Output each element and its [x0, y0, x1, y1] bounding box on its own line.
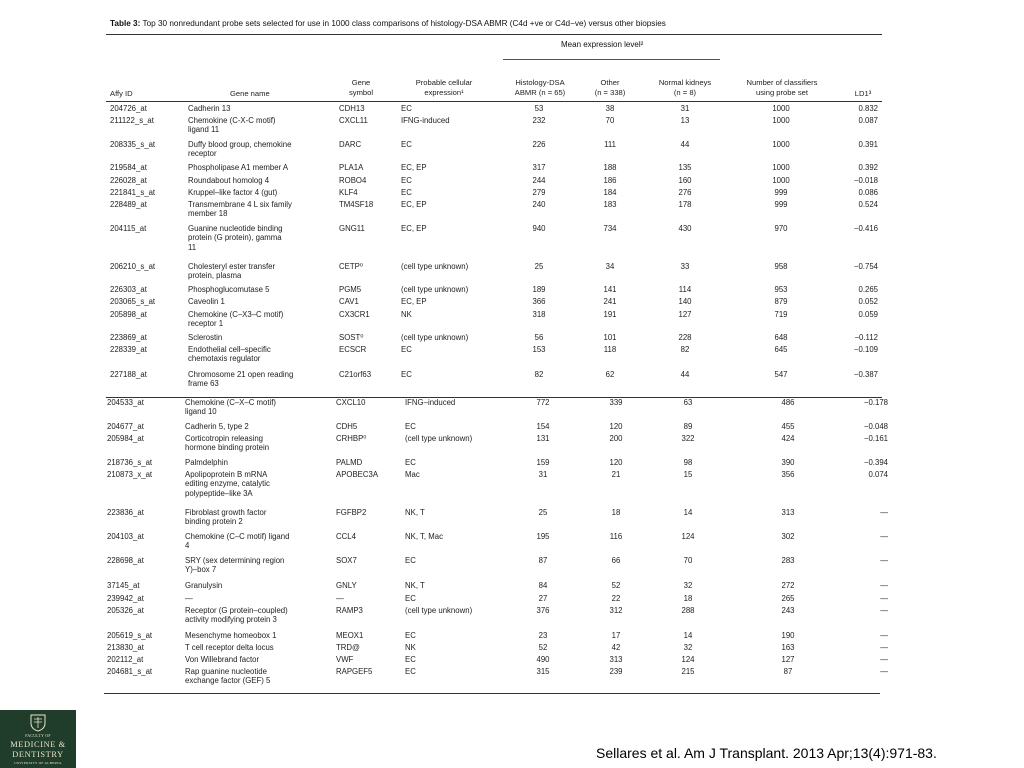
classifiers-value-cell: 455 — [781, 422, 795, 431]
gene-name-cell: Cadherin 5, type 2 — [185, 422, 249, 431]
cell-expression-cell: NK, T, Mac — [405, 532, 443, 541]
histology-value-cell: 315 — [536, 667, 550, 676]
ld1-value-cell: — — [880, 508, 888, 517]
other-value-cell: 184 — [603, 188, 617, 197]
gene-symbol-cell: CAV1 — [339, 297, 359, 306]
gene-symbol-cell: RAMP3 — [336, 606, 363, 615]
other-value-cell: 111 — [604, 140, 616, 149]
classifiers-value-cell: 190 — [781, 631, 795, 640]
affy-id-cell: 227188_at — [110, 370, 147, 379]
cell-expression-cell: EC — [401, 370, 412, 379]
cell-expression-cell: (cell type unknown) — [401, 285, 469, 294]
classifiers-value-cell: 356 — [781, 470, 795, 479]
gene-symbol-cell: VWF — [336, 655, 354, 664]
gene-symbol-cell: C21orf63 — [339, 370, 372, 379]
other-value-cell: 101 — [603, 333, 617, 342]
classifiers-value-cell: 999 — [774, 188, 788, 197]
affy-id-cell: 226028_at — [110, 176, 147, 185]
other-value-cell: 22 — [611, 594, 621, 603]
col-gene-symbol: Gene symbol — [348, 78, 374, 97]
ld1-value-cell: — — [880, 655, 888, 664]
gene-name-cell: Sclerostin — [188, 333, 223, 342]
other-value-cell: 116 — [609, 532, 623, 541]
ld1-value-cell: 0.059 — [858, 310, 878, 319]
cell-expression-cell: EC, EP — [401, 297, 427, 306]
cell-expression-cell: IFNG–induced — [405, 398, 456, 407]
classifiers-value-cell: 272 — [781, 581, 795, 590]
ld1-value-cell: — — [880, 556, 888, 565]
cell-expression-cell: EC — [405, 655, 416, 664]
gene-name-cell: Phospholipase A1 member A — [188, 163, 289, 172]
classifiers-value-cell: 953 — [774, 285, 788, 294]
citation: Sellares et al. Am J Transplant. 2013 Apr;13(4):971-83. — [596, 745, 937, 761]
ld1-value-cell: — — [880, 532, 888, 541]
histology-value-cell: 52 — [538, 643, 548, 652]
histology-value-cell: 189 — [532, 285, 546, 294]
affy-id-cell: 208335_s_at — [110, 140, 156, 149]
ld1-value-cell: 0.074 — [868, 470, 888, 479]
logo-line-medicine: MEDICINE & — [10, 740, 66, 749]
affy-id-cell: 219584_at — [110, 163, 147, 172]
classifiers-value-cell: 970 — [774, 224, 788, 233]
cell-expression-cell: EC — [401, 188, 412, 197]
ld1-value-cell: −0.394 — [863, 458, 888, 467]
histology-value-cell: 366 — [532, 297, 546, 306]
normal-value-cell: 215 — [681, 667, 695, 676]
col-cell-expression: Probable cellular expression¹ — [415, 78, 473, 97]
gene-name-cell: Chemokine (C-X-C motif) ligand 11 — [188, 116, 276, 135]
gene-name-cell: Guanine nucleotide binding protein (G protein), gamma 11 — [188, 224, 283, 252]
gene-name-cell: Cadherin 13 — [188, 104, 231, 113]
cell-expression-cell: EC — [405, 594, 416, 603]
ld1-value-cell: −0.018 — [853, 176, 878, 185]
ld1-value-cell: 0.392 — [858, 163, 878, 172]
classifiers-value-cell: 163 — [781, 643, 795, 652]
col-normal-kidneys: Normal kidneys (n = 8) — [658, 78, 712, 97]
ld1-value-cell: 0.265 — [858, 285, 878, 294]
other-value-cell: 183 — [603, 200, 617, 209]
gene-symbol-cell: SOX7 — [336, 556, 357, 565]
normal-value-cell: 32 — [683, 581, 693, 590]
affy-id-cell: 239942_at — [107, 594, 144, 603]
classifiers-value-cell: 424 — [781, 434, 795, 443]
gene-symbol-cell: RAPGEF5 — [336, 667, 373, 676]
histology-value-cell: 195 — [536, 532, 550, 541]
normal-value-cell: 140 — [678, 297, 692, 306]
histology-value-cell: 31 — [538, 470, 548, 479]
gene-symbol-cell: ECSCR — [339, 345, 367, 354]
gene-symbol-cell: CXCL10 — [336, 398, 366, 407]
gene-symbol-cell: TM4SF18 — [339, 200, 374, 209]
other-value-cell: 62 — [605, 370, 615, 379]
histology-value-cell: 25 — [534, 262, 544, 271]
histology-value-cell: 82 — [534, 370, 544, 379]
other-value-cell: 38 — [605, 104, 615, 113]
normal-value-cell: 127 — [678, 310, 692, 319]
classifiers-value-cell: 1000 — [772, 176, 790, 185]
classifiers-value-cell: 719 — [774, 310, 788, 319]
gene-symbol-cell: CCL4 — [336, 532, 356, 541]
histology-value-cell: 318 — [532, 310, 546, 319]
classifiers-value-cell: 879 — [774, 297, 788, 306]
gene-name-cell: Corticotropin releasing hormone binding protein — [185, 434, 270, 453]
normal-value-cell: 98 — [683, 458, 693, 467]
affy-id-cell: 205619_s_at — [107, 631, 153, 640]
histology-value-cell: 23 — [538, 631, 548, 640]
gene-name-cell: Rap guanine nucleotide exchange factor (GEF) 5 — [185, 667, 271, 686]
cell-expression-cell: NK — [401, 310, 412, 319]
histology-value-cell: 317 — [532, 163, 546, 172]
other-value-cell: 70 — [605, 116, 615, 125]
ld1-value-cell: 0.832 — [858, 104, 878, 113]
other-value-cell: 191 — [603, 310, 617, 319]
crest-icon — [30, 714, 46, 732]
gene-name-cell: Granulysin — [185, 581, 223, 590]
cell-expression-cell: EC, EP — [401, 200, 427, 209]
ld1-value-cell: −0.161 — [863, 434, 888, 443]
affy-id-cell: 223869_at — [110, 333, 147, 342]
faculty-logo — [0, 710, 76, 768]
affy-id-cell: 204677_at — [107, 422, 144, 431]
gene-symbol-cell: CDH5 — [336, 422, 358, 431]
other-value-cell: 18 — [611, 508, 621, 517]
affy-id-cell: 204726_at — [110, 104, 147, 113]
affy-id-cell: 205326_at — [107, 606, 144, 615]
gene-name-cell: Transmembrane 4 L six family member 18 — [188, 200, 292, 219]
other-value-cell: 239 — [609, 667, 623, 676]
histology-value-cell: 56 — [534, 333, 544, 342]
ld1-value-cell: −0.387 — [853, 370, 878, 379]
other-value-cell: 120 — [609, 458, 623, 467]
classifiers-value-cell: 87 — [783, 667, 793, 676]
other-value-cell: 241 — [603, 297, 617, 306]
normal-value-cell: 15 — [683, 470, 693, 479]
other-value-cell: 200 — [609, 434, 623, 443]
cell-expression-cell: EC — [405, 631, 416, 640]
gene-name-cell: Endothelial cell–specific chemotaxis regulator — [188, 345, 271, 364]
affy-id-cell: 204533_at — [107, 398, 144, 407]
gene-symbol-cell: DARC — [339, 140, 362, 149]
gene-symbol-cell: CETP⁰ — [339, 262, 363, 271]
affy-id-cell: 210873_x_at — [107, 470, 153, 479]
other-value-cell: 118 — [603, 345, 617, 354]
gene-name-cell: SRY (sex determining region Y)–box 7 — [185, 556, 285, 575]
normal-value-cell: 135 — [678, 163, 692, 172]
ld1-value-cell: −0.109 — [853, 345, 878, 354]
cell-expression-cell: EC — [401, 104, 412, 113]
classifiers-value-cell: 243 — [781, 606, 795, 615]
ld1-value-cell: 0.087 — [858, 116, 878, 125]
logo-faculty-of: FACULTY OF — [25, 734, 51, 738]
normal-value-cell: 13 — [680, 116, 690, 125]
classifiers-value-cell: 313 — [781, 508, 795, 517]
gene-name-cell: Caveolin 1 — [188, 297, 225, 306]
affy-id-cell: 205898_at — [110, 310, 147, 319]
histology-value-cell: 84 — [538, 581, 548, 590]
logo-university: UNIVERSITY OF ALBERTA — [14, 761, 62, 765]
affy-id-cell: 204115_at — [110, 224, 147, 233]
ld1-value-cell: −0.416 — [853, 224, 878, 233]
gene-name-cell: Von Willebrand factor — [185, 655, 260, 664]
cell-expression-cell: NK, T — [405, 508, 425, 517]
other-value-cell: 313 — [609, 655, 623, 664]
classifiers-value-cell: 1000 — [772, 163, 790, 172]
normal-value-cell: 430 — [678, 224, 692, 233]
histology-value-cell: 153 — [532, 345, 546, 354]
col-affy-id: Affy ID — [110, 89, 133, 98]
cell-expression-cell: NK — [405, 643, 416, 652]
classifiers-value-cell: 1000 — [772, 140, 790, 149]
histology-value-cell: 244 — [532, 176, 546, 185]
ld1-value-cell: 0.524 — [858, 200, 878, 209]
affy-id-cell: 202112_at — [107, 655, 144, 664]
histology-value-cell: 154 — [536, 422, 550, 431]
cell-expression-cell: EC — [405, 556, 416, 565]
table-caption — [110, 19, 910, 28]
col-num-classifiers: Number of classifiers using probe set — [746, 78, 818, 97]
other-value-cell: 17 — [611, 631, 621, 640]
classifiers-value-cell: 265 — [781, 594, 795, 603]
gene-symbol-cell: CXCL11 — [339, 116, 368, 125]
col-ld1: LD1³ — [854, 89, 872, 98]
gene-name-cell: Palmdelphin — [185, 458, 228, 467]
cell-expression-cell: EC, EP — [401, 224, 427, 233]
affy-id-cell: 37145_at — [107, 581, 140, 590]
normal-value-cell: 44 — [680, 140, 690, 149]
classifiers-value-cell: 283 — [781, 556, 795, 565]
affy-id-cell: 205984_at — [107, 434, 144, 443]
header-bottom-rule — [106, 101, 882, 102]
affy-id-cell: 211122_s_at — [110, 116, 154, 125]
normal-value-cell: 31 — [680, 104, 690, 113]
gene-symbol-cell: PALMD — [336, 458, 363, 467]
gene-name-cell: Duffy blood group, chemokine receptor — [188, 140, 292, 159]
gene-symbol-cell: CDH13 — [339, 104, 365, 113]
affy-id-cell: 223836_at — [107, 508, 144, 517]
ld1-value-cell: 0.086 — [858, 188, 878, 197]
gene-symbol-cell: GNG11 — [339, 224, 365, 233]
other-value-cell: 34 — [605, 262, 615, 271]
normal-value-cell: 32 — [683, 643, 693, 652]
normal-value-cell: 82 — [680, 345, 690, 354]
table-top-rule — [106, 34, 882, 35]
ld1-value-cell: −0.754 — [853, 262, 878, 271]
gene-name-cell: Apolipoprotein B mRNA editing enzyme, catalytic polypeptide–like 3A — [185, 470, 270, 498]
gene-symbol-cell: APOBEC3A — [336, 470, 379, 479]
classifiers-value-cell: 547 — [774, 370, 788, 379]
ld1-value-cell: — — [880, 631, 888, 640]
normal-value-cell: 124 — [681, 532, 695, 541]
gene-symbol-cell: TRD@ — [336, 643, 360, 652]
other-value-cell: 186 — [603, 176, 617, 185]
histology-value-cell: 240 — [532, 200, 546, 209]
affy-id-cell: 204681_s_at — [107, 667, 153, 676]
other-value-cell: 312 — [609, 606, 623, 615]
ld1-value-cell: 0.391 — [858, 140, 878, 149]
affy-id-cell: 226303_at — [110, 285, 147, 294]
affy-id-cell: 228489_at — [110, 200, 147, 209]
normal-value-cell: 70 — [683, 556, 693, 565]
cell-expression-cell: EC — [401, 345, 412, 354]
col-other: Other (n = 338) — [594, 78, 626, 97]
gene-symbol-cell: — — [336, 594, 344, 603]
ld1-value-cell: 0.052 — [858, 297, 878, 306]
other-value-cell: 734 — [603, 224, 617, 233]
gene-symbol-cell: GNLY — [336, 581, 357, 590]
classifiers-value-cell: 1000 — [772, 104, 790, 113]
col-histology-dsa: Histology-DSA ABMR (n = 65) — [514, 78, 566, 97]
classifiers-value-cell: 302 — [781, 532, 795, 541]
affy-id-cell: 221841_s_at — [110, 188, 156, 197]
other-value-cell: 120 — [609, 422, 623, 431]
ld1-value-cell: — — [880, 643, 888, 652]
other-value-cell: 21 — [611, 470, 621, 479]
normal-value-cell: 228 — [678, 333, 692, 342]
gene-symbol-cell: FGFBP2 — [336, 508, 367, 517]
histology-value-cell: 772 — [536, 398, 550, 407]
cell-expression-cell: (cell type unknown) — [401, 333, 469, 342]
normal-value-cell: 14 — [683, 631, 693, 640]
cell-expression-cell: NK, T — [405, 581, 425, 590]
table-label: Table 3: — [110, 19, 141, 28]
histology-value-cell: 279 — [532, 188, 546, 197]
histology-value-cell: 159 — [536, 458, 550, 467]
cell-expression-cell: EC — [401, 176, 412, 185]
other-value-cell: 141 — [603, 285, 617, 294]
normal-value-cell: 14 — [683, 508, 693, 517]
cell-expression-cell: (cell type unknown) — [401, 262, 469, 271]
gene-name-cell: Mesenchyme homeobox 1 — [185, 631, 277, 640]
histology-value-cell: 376 — [536, 606, 550, 615]
normal-value-cell: 124 — [681, 655, 695, 664]
gene-name-cell: Roundabout homolog 4 — [188, 176, 270, 185]
cell-expression-cell: EC — [405, 422, 416, 431]
classifiers-value-cell: 390 — [781, 458, 795, 467]
gene-name-cell: Kruppel–like factor 4 (gut) — [188, 188, 278, 197]
mean-expression-label: Mean expression level² — [561, 40, 644, 49]
ld1-value-cell: −0.048 — [863, 422, 888, 431]
gene-symbol-cell: CRHBP⁰ — [336, 434, 367, 443]
other-value-cell: 52 — [611, 581, 621, 590]
normal-value-cell: 322 — [681, 434, 695, 443]
gene-name-cell: Chromosome 21 open reading frame 63 — [188, 370, 294, 389]
histology-value-cell: 87 — [538, 556, 548, 565]
histology-value-cell: 490 — [536, 655, 550, 664]
normal-value-cell: 63 — [683, 398, 693, 407]
classifiers-value-cell: 486 — [781, 398, 795, 407]
cell-expression-cell: Mac — [405, 470, 420, 479]
other-value-cell: 66 — [611, 556, 621, 565]
histology-value-cell: 53 — [534, 104, 544, 113]
histology-value-cell: 226 — [532, 140, 546, 149]
cell-expression-cell: EC — [405, 667, 416, 676]
gene-name-cell: Fibroblast growth factor binding protein 2 — [185, 508, 267, 527]
ld1-value-cell: — — [880, 581, 888, 590]
gene-symbol-cell: PLA1A — [339, 163, 364, 172]
logo-line-dentistry: DENTISTRY — [12, 750, 64, 759]
gene-name-cell: — — [185, 594, 193, 603]
gene-symbol-cell: CX3CR1 — [339, 310, 370, 319]
other-value-cell: 339 — [609, 398, 623, 407]
affy-id-cell: 206210_s_at — [110, 262, 156, 271]
table-bottom-rule — [104, 693, 880, 694]
histology-value-cell: 131 — [536, 434, 550, 443]
gene-name-cell: Chemokine (C–C motif) ligand 4 — [185, 532, 290, 551]
gene-name-cell: Chemokine (C–X3–C motif) receptor 1 — [188, 310, 284, 329]
normal-value-cell: 178 — [678, 200, 692, 209]
gene-name-cell: Phosphoglucomutase 5 — [188, 285, 270, 294]
ld1-value-cell: −0.112 — [854, 333, 878, 342]
normal-value-cell: 18 — [683, 594, 693, 603]
cell-expression-cell: (cell type unknown) — [405, 434, 473, 443]
col-gene-name: Gene name — [230, 89, 270, 98]
normal-value-cell: 89 — [683, 422, 693, 431]
normal-value-cell: 288 — [681, 606, 695, 615]
histology-value-cell: 27 — [538, 594, 548, 603]
cell-expression-cell: EC — [401, 140, 412, 149]
classifiers-value-cell: 999 — [774, 200, 788, 209]
ld1-value-cell: — — [880, 606, 888, 615]
cell-expression-cell: EC, EP — [401, 163, 427, 172]
normal-value-cell: 44 — [680, 370, 690, 379]
gene-symbol-cell: KLF4 — [339, 188, 358, 197]
gene-symbol-cell: ROBO4 — [339, 176, 367, 185]
classifiers-value-cell: 1000 — [772, 116, 790, 125]
affy-id-cell: 204103_at — [107, 532, 144, 541]
gene-name-cell: T cell receptor delta locus — [185, 643, 274, 652]
affy-id-cell: 228698_at — [107, 556, 144, 565]
table-caption-text: Top 30 nonredundant probe sets selected for use in 1000 class comparisons of histology-DSA ABMR (C4d +ve or C4d−ve) versus other biopsies — [142, 19, 666, 28]
cell-expression-cell: EC — [405, 458, 416, 467]
other-value-cell: 188 — [603, 163, 617, 172]
gene-symbol-cell: MEOX1 — [336, 631, 364, 640]
ld1-value-cell: — — [880, 594, 888, 603]
ld1-value-cell: −0.178 — [863, 398, 888, 407]
cell-expression-cell: (cell type unknown) — [405, 606, 473, 615]
affy-id-cell: 228339_at — [110, 345, 147, 354]
histology-value-cell: 25 — [538, 508, 548, 517]
normal-value-cell: 114 — [678, 285, 692, 294]
ld1-value-cell: — — [880, 667, 888, 676]
affy-id-cell: 218736_s_at — [107, 458, 153, 467]
other-value-cell: 42 — [611, 643, 621, 652]
classifiers-value-cell: 958 — [774, 262, 788, 271]
gene-name-cell: Receptor (G protein–coupled) activity modifying protein 3 — [185, 606, 288, 625]
normal-value-cell: 276 — [678, 188, 692, 197]
affy-id-cell: 203065_s_at — [110, 297, 156, 306]
normal-value-cell: 160 — [678, 176, 692, 185]
classifiers-value-cell: 645 — [774, 345, 788, 354]
histology-value-cell: 940 — [532, 224, 546, 233]
gene-symbol-cell: PGM5 — [339, 285, 362, 294]
histology-value-cell: 232 — [532, 116, 546, 125]
gene-symbol-cell: SOST⁰ — [339, 333, 364, 342]
mean-expression-rule — [503, 59, 720, 60]
gene-name-cell: Cholesteryl ester transfer protein, plasma — [188, 262, 276, 281]
normal-value-cell: 33 — [680, 262, 690, 271]
cell-expression-cell: IFNG-induced — [401, 116, 450, 125]
classifiers-value-cell: 127 — [781, 655, 795, 664]
classifiers-value-cell: 648 — [774, 333, 788, 342]
gene-name-cell: Chemokine (C–X–C motif) ligand 10 — [185, 398, 276, 417]
affy-id-cell: 213830_at — [107, 643, 144, 652]
